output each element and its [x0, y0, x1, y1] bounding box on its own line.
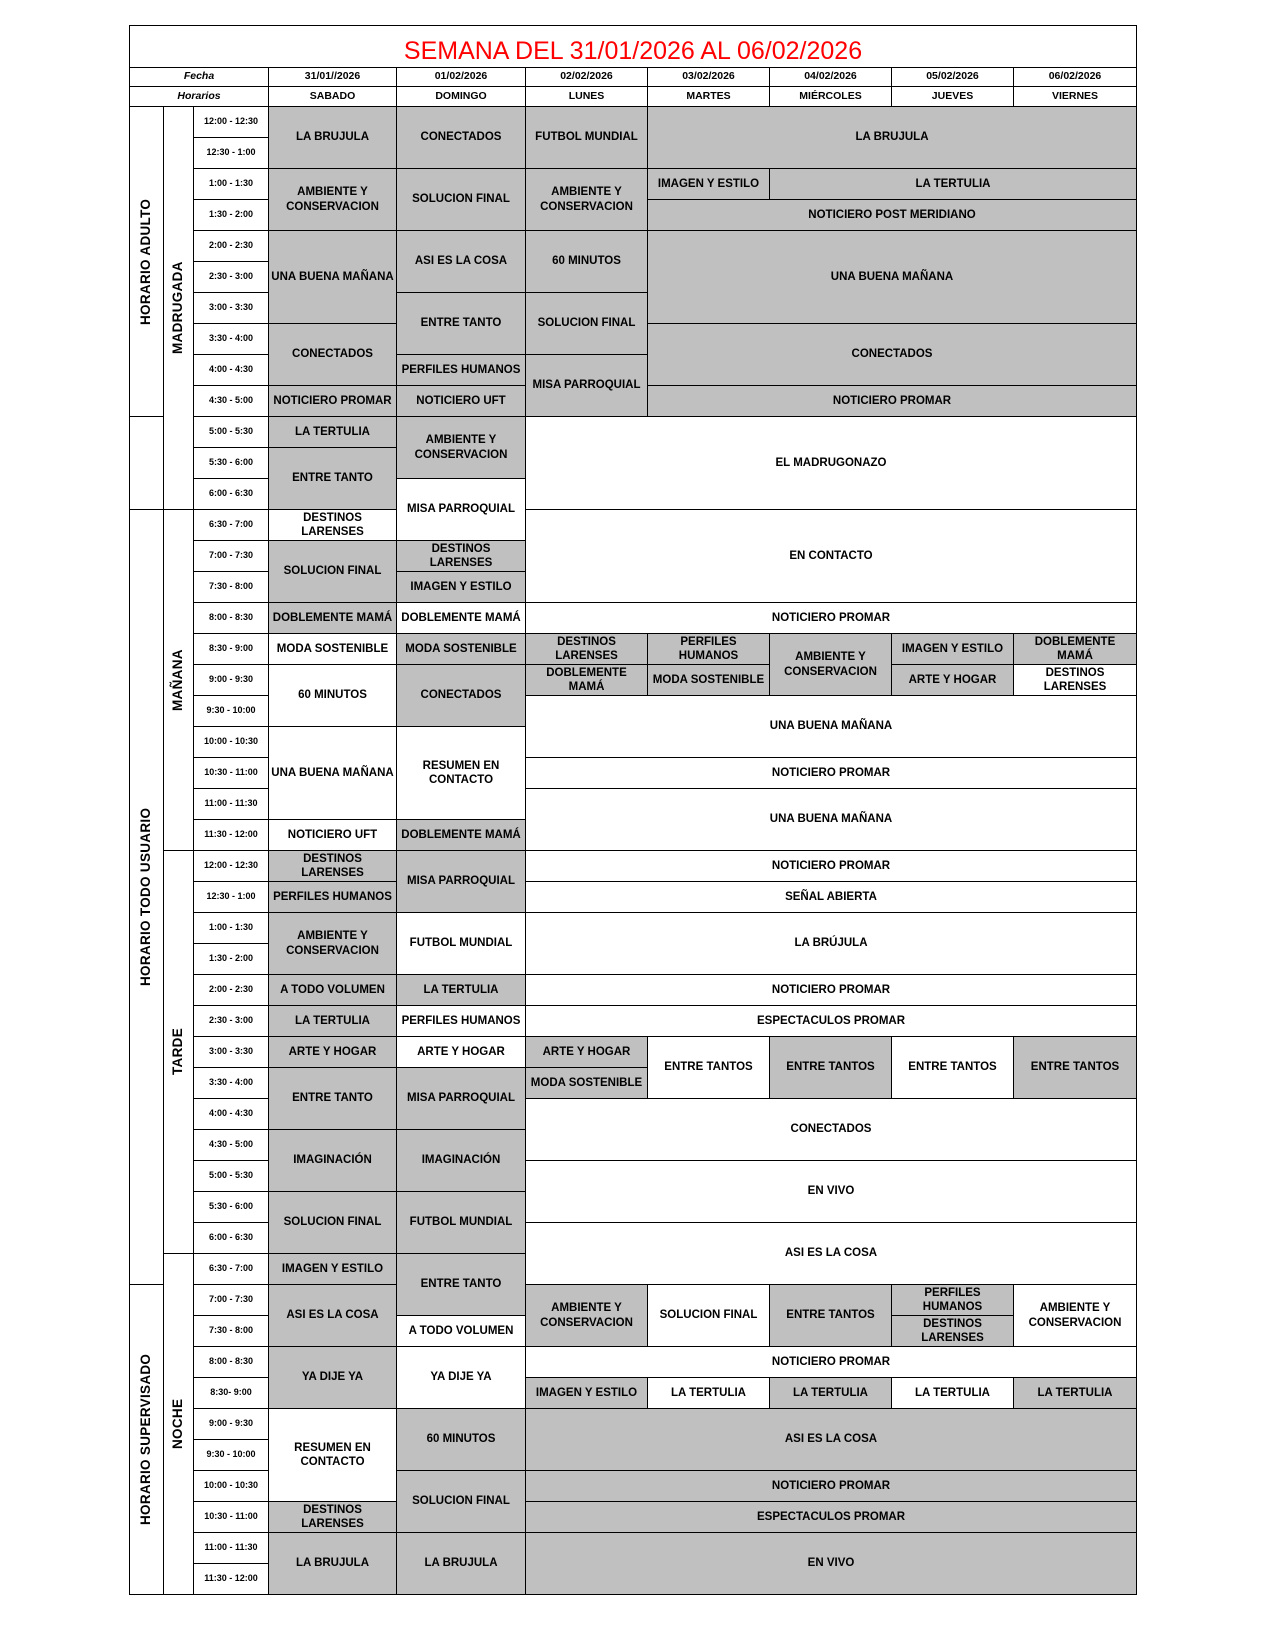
- program-cell: UNA BUENA MAÑANA: [525, 695, 1137, 758]
- program-cell: AMBIENTE Y CONSERVACION: [525, 1284, 648, 1347]
- program-cell: SOLUCION FINAL: [268, 1191, 397, 1254]
- program-cell: DESTINOS LARENSES: [1013, 664, 1137, 696]
- program-cell: YA DIJE YA: [396, 1346, 526, 1409]
- time-slot: 10:00 - 10:30: [193, 726, 269, 758]
- program-cell: UNA BUENA MAÑANA: [268, 726, 397, 820]
- time-slot: 4:00 - 4:30: [193, 1098, 269, 1130]
- program-cell: LA BRUJULA: [647, 106, 1137, 169]
- time-slot: 5:00 - 5:30: [193, 1160, 269, 1192]
- program-cell: NOTICIERO PROMAR: [525, 757, 1137, 789]
- program-cell: IMAGEN Y ESTILO: [268, 1253, 397, 1285]
- program-cell: MODA SOSTENIBLE: [647, 664, 770, 696]
- program-cell: FUTBOL MUNDIAL: [525, 106, 648, 169]
- program-cell: RESUMEN EN CONTACTO: [396, 726, 526, 820]
- program-cell: AMBIENTE Y CONSERVACION: [769, 633, 892, 696]
- program-cell: EN VIVO: [525, 1532, 1137, 1595]
- program-cell: 60 MINUTOS: [525, 230, 648, 293]
- time-slot: 2:30 - 3:00: [193, 261, 269, 293]
- time-slot: 3:30 - 4:00: [193, 1067, 269, 1099]
- program-cell: LA TERTULIA: [769, 1377, 892, 1409]
- day-name: MIÉRCOLES: [769, 86, 892, 107]
- program-cell: MODA SOSTENIBLE: [268, 633, 397, 665]
- day-date: 31/01//2026: [268, 67, 397, 87]
- program-cell: AMBIENTE Y CONSERVACION: [1013, 1284, 1137, 1347]
- program-cell: ENTRE TANTOS: [1013, 1036, 1137, 1099]
- time-slot: 9:00 - 9:30: [193, 664, 269, 696]
- program-cell: SOLUCION FINAL: [396, 1470, 526, 1533]
- program-cell: CONECTADOS: [268, 323, 397, 386]
- day-date: 04/02/2026: [769, 67, 892, 87]
- program-cell: ENTRE TANTO: [396, 1253, 526, 1316]
- program-cell: DESTINOS LARENSES: [268, 1501, 397, 1533]
- time-slot: 7:00 - 7:30: [193, 540, 269, 572]
- program-cell: DESTINOS LARENSES: [268, 509, 397, 541]
- program-cell: DESTINOS LARENSES: [396, 540, 526, 572]
- time-slot: 8:00 - 8:30: [193, 1346, 269, 1378]
- time-slot: 1:00 - 1:30: [193, 912, 269, 944]
- time-slot: 11:30 - 12:00: [193, 1563, 269, 1595]
- time-slot: 10:30 - 11:00: [193, 757, 269, 789]
- day-name: VIERNES: [1013, 86, 1137, 107]
- program-cell: 60 MINUTOS: [396, 1408, 526, 1471]
- time-slot: 5:30 - 6:00: [193, 447, 269, 479]
- program-cell: NOTICIERO POST MERIDIANO: [647, 199, 1137, 231]
- program-cell: AMBIENTE Y CONSERVACION: [525, 168, 648, 231]
- time-slot: 1:30 - 2:00: [193, 943, 269, 975]
- day-date: 03/02/2026: [647, 67, 770, 87]
- time-slot: 1:00 - 1:30: [193, 168, 269, 200]
- time-slot: 3:00 - 3:30: [193, 1036, 269, 1068]
- program-cell: ENTRE TANTOS: [769, 1036, 892, 1099]
- program-cell: UNA BUENA MAÑANA: [268, 230, 397, 324]
- program-cell: FUTBOL MUNDIAL: [396, 912, 526, 975]
- program-cell: ARTE Y HOGAR: [525, 1036, 648, 1068]
- program-cell: LA TERTULIA: [396, 974, 526, 1006]
- program-cell: MISA PARROQUIAL: [525, 354, 648, 417]
- program-cell: AMBIENTE Y CONSERVACION: [268, 168, 397, 231]
- program-cell: ENTRE TANTO: [268, 447, 397, 510]
- program-cell: LA TERTULIA: [769, 168, 1137, 200]
- program-cell: IMAGINACIÓN: [268, 1129, 397, 1192]
- program-cell: EN VIVO: [525, 1160, 1137, 1223]
- time-slot: 11:00 - 11:30: [193, 1532, 269, 1564]
- period-label: MADRUGADA: [163, 106, 194, 510]
- program-cell: LA TERTULIA: [268, 1005, 397, 1037]
- time-slot: 12:00 - 12:30: [193, 106, 269, 138]
- program-cell: DOBLEMENTE MAMÁ: [396, 602, 526, 634]
- program-cell: LA TERTULIA: [268, 416, 397, 448]
- time-slot: 5:30 - 6:00: [193, 1191, 269, 1223]
- program-cell: MISA PARROQUIAL: [396, 1067, 526, 1130]
- day-name: LUNES: [525, 86, 648, 107]
- time-slot: 5:00 - 5:30: [193, 416, 269, 448]
- period-label: TARDE: [163, 850, 194, 1254]
- time-slot: 4:30 - 5:00: [193, 1129, 269, 1161]
- program-cell: NOTICIERO PROMAR: [525, 1470, 1137, 1502]
- program-cell: IMAGEN Y ESTILO: [647, 168, 770, 200]
- program-cell: PERFILES HUMANOS: [891, 1284, 1014, 1316]
- time-slot: 7:30 - 8:00: [193, 571, 269, 603]
- program-cell: MODA SOSTENIBLE: [396, 633, 526, 665]
- time-slot: 3:00 - 3:30: [193, 292, 269, 324]
- program-cell: DESTINOS LARENSES: [525, 633, 648, 665]
- day-name: JUEVES: [891, 86, 1014, 107]
- program-cell: NOTICIERO PROMAR: [525, 850, 1137, 882]
- program-cell: LA BRUJULA: [268, 1532, 397, 1595]
- program-cell: UNA BUENA MAÑANA: [647, 230, 1137, 324]
- time-slot: 4:00 - 4:30: [193, 354, 269, 386]
- program-cell: A TODO VOLUMEN: [268, 974, 397, 1006]
- program-cell: EN CONTACTO: [525, 509, 1137, 603]
- time-slot: 1:30 - 2:00: [193, 199, 269, 231]
- program-cell: LA TERTULIA: [647, 1377, 770, 1409]
- program-cell: ASI ES LA COSA: [525, 1408, 1137, 1471]
- program-cell: ESPECTACULOS PROMAR: [525, 1501, 1137, 1533]
- time-slot: 12:30 - 1:00: [193, 881, 269, 913]
- time-slot: 9:30 - 10:00: [193, 695, 269, 727]
- time-slot: 8:30- 9:00: [193, 1377, 269, 1409]
- time-slot: 7:30 - 8:00: [193, 1315, 269, 1347]
- day-name: SABADO: [268, 86, 397, 107]
- time-slot: 3:30 - 4:00: [193, 323, 269, 355]
- program-cell: ASI ES LA COSA: [525, 1222, 1137, 1285]
- time-slot: 11:30 - 12:00: [193, 819, 269, 851]
- program-cell: LA BRUJULA: [268, 106, 397, 169]
- page-title: SEMANA DEL 31/01/2026 AL 06/02/2026: [129, 25, 1137, 67]
- program-cell: PERFILES HUMANOS: [647, 633, 770, 665]
- program-cell: CONECTADOS: [525, 1098, 1137, 1161]
- program-cell: NOTICIERO PROMAR: [525, 1346, 1137, 1378]
- program-cell: PERFILES HUMANOS: [268, 881, 397, 913]
- program-cell: ENTRE TANTOS: [647, 1036, 770, 1099]
- program-cell: NOTICIERO UFT: [268, 819, 397, 851]
- day-date: 05/02/2026: [891, 67, 1014, 87]
- program-cell: UNA BUENA MAÑANA: [525, 788, 1137, 851]
- program-cell: SEÑAL ABIERTA: [525, 881, 1137, 913]
- program-cell: MISA PARROQUIAL: [396, 478, 526, 541]
- program-cell: FUTBOL MUNDIAL: [396, 1191, 526, 1254]
- program-cell: ASI ES LA COSA: [268, 1284, 397, 1347]
- time-slot: 9:00 - 9:30: [193, 1408, 269, 1440]
- program-cell: PERFILES HUMANOS: [396, 354, 526, 386]
- time-slot: 10:30 - 11:00: [193, 1501, 269, 1533]
- category-label: [129, 416, 164, 510]
- time-slot: 6:00 - 6:30: [193, 1222, 269, 1254]
- time-slot: 9:30 - 10:00: [193, 1439, 269, 1471]
- program-cell: LA BRUJULA: [396, 1532, 526, 1595]
- program-cell: DESTINOS LARENSES: [891, 1315, 1014, 1347]
- program-cell: ARTE Y HOGAR: [268, 1036, 397, 1068]
- time-slot: 7:00 - 7:30: [193, 1284, 269, 1316]
- program-cell: SOLUCION FINAL: [268, 540, 397, 603]
- program-cell: LA TERTULIA: [891, 1377, 1014, 1409]
- program-cell: 60 MINUTOS: [268, 664, 397, 727]
- program-cell: ENTRE TANTOS: [891, 1036, 1014, 1099]
- program-cell: EL MADRUGONAZO: [525, 416, 1137, 510]
- time-slot: 6:30 - 7:00: [193, 1253, 269, 1285]
- program-cell: ENTRE TANTO: [396, 292, 526, 355]
- program-cell: IMAGEN Y ESTILO: [525, 1377, 648, 1409]
- day-date: 02/02/2026: [525, 67, 648, 87]
- day-date: 06/02/2026: [1013, 67, 1137, 87]
- program-cell: RESUMEN EN CONTACTO: [268, 1408, 397, 1502]
- day-name: MARTES: [647, 86, 770, 107]
- day-date: 01/02/2026: [396, 67, 526, 87]
- program-cell: AMBIENTE Y CONSERVACION: [396, 416, 526, 479]
- time-slot: 11:00 - 11:30: [193, 788, 269, 820]
- time-slot: 12:30 - 1:00: [193, 137, 269, 169]
- time-slot: 2:00 - 2:30: [193, 230, 269, 262]
- time-slot: 2:00 - 2:30: [193, 974, 269, 1006]
- period-label: NOCHE: [163, 1253, 194, 1595]
- time-slot: 8:00 - 8:30: [193, 602, 269, 634]
- program-cell: DOBLEMENTE MAMÁ: [1013, 633, 1137, 665]
- program-cell: NOTICIERO PROMAR: [525, 602, 1137, 634]
- time-slot: 8:30 - 9:00: [193, 633, 269, 665]
- time-slot: 6:00 - 6:30: [193, 478, 269, 510]
- program-cell: LA BRÚJULA: [525, 912, 1137, 975]
- program-cell: PERFILES HUMANOS: [396, 1005, 526, 1037]
- program-cell: NOTICIERO UFT: [396, 385, 526, 417]
- program-cell: IMAGEN Y ESTILO: [396, 571, 526, 603]
- time-slot: 6:30 - 7:00: [193, 509, 269, 541]
- program-cell: CONECTADOS: [396, 106, 526, 169]
- program-cell: SOLUCION FINAL: [396, 168, 526, 231]
- category-label: HORARIO SUPERVISADO: [129, 1284, 164, 1595]
- program-cell: MISA PARROQUIAL: [396, 850, 526, 913]
- program-cell: ENTRE TANTOS: [769, 1284, 892, 1347]
- program-cell: NOTICIERO PROMAR: [647, 385, 1137, 417]
- program-cell: IMAGEN Y ESTILO: [891, 633, 1014, 665]
- program-cell: ARTE Y HOGAR: [396, 1036, 526, 1068]
- program-cell: ARTE Y HOGAR: [891, 664, 1014, 696]
- time-slot: 10:00 - 10:30: [193, 1470, 269, 1502]
- program-cell: DOBLEMENTE MAMÁ: [268, 602, 397, 634]
- time-slot: 4:30 - 5:00: [193, 385, 269, 417]
- program-cell: LA TERTULIA: [1013, 1377, 1137, 1409]
- program-cell: NOTICIERO PROMAR: [268, 385, 397, 417]
- program-cell: MODA SOSTENIBLE: [525, 1067, 648, 1099]
- program-cell: A TODO VOLUMEN: [396, 1315, 526, 1347]
- category-label: HORARIO ADULTO: [129, 106, 164, 417]
- program-cell: YA DIJE YA: [268, 1346, 397, 1409]
- program-cell: IMAGINACIÓN: [396, 1129, 526, 1192]
- program-cell: ENTRE TANTO: [268, 1067, 397, 1130]
- horarios-label: Horarios: [129, 86, 269, 107]
- program-cell: NOTICIERO PROMAR: [525, 974, 1137, 1006]
- program-cell: CONECTADOS: [396, 664, 526, 727]
- fecha-label: Fecha: [129, 67, 269, 87]
- program-cell: SOLUCION FINAL: [647, 1284, 770, 1347]
- program-cell: CONECTADOS: [647, 323, 1137, 386]
- category-label: HORARIO TODO USUARIO: [129, 509, 164, 1285]
- program-cell: DESTINOS LARENSES: [268, 850, 397, 882]
- period-label: MAÑANA: [163, 509, 194, 851]
- day-name: DOMINGO: [396, 86, 526, 107]
- program-cell: AMBIENTE Y CONSERVACION: [268, 912, 397, 975]
- program-cell: DOBLEMENTE MAMÁ: [525, 664, 648, 696]
- time-slot: 2:30 - 3:00: [193, 1005, 269, 1037]
- time-slot: 12:00 - 12:30: [193, 850, 269, 882]
- program-cell: ASI ES LA COSA: [396, 230, 526, 293]
- program-cell: ESPECTACULOS PROMAR: [525, 1005, 1137, 1037]
- program-cell: SOLUCION FINAL: [525, 292, 648, 355]
- program-cell: DOBLEMENTE MAMÁ: [396, 819, 526, 851]
